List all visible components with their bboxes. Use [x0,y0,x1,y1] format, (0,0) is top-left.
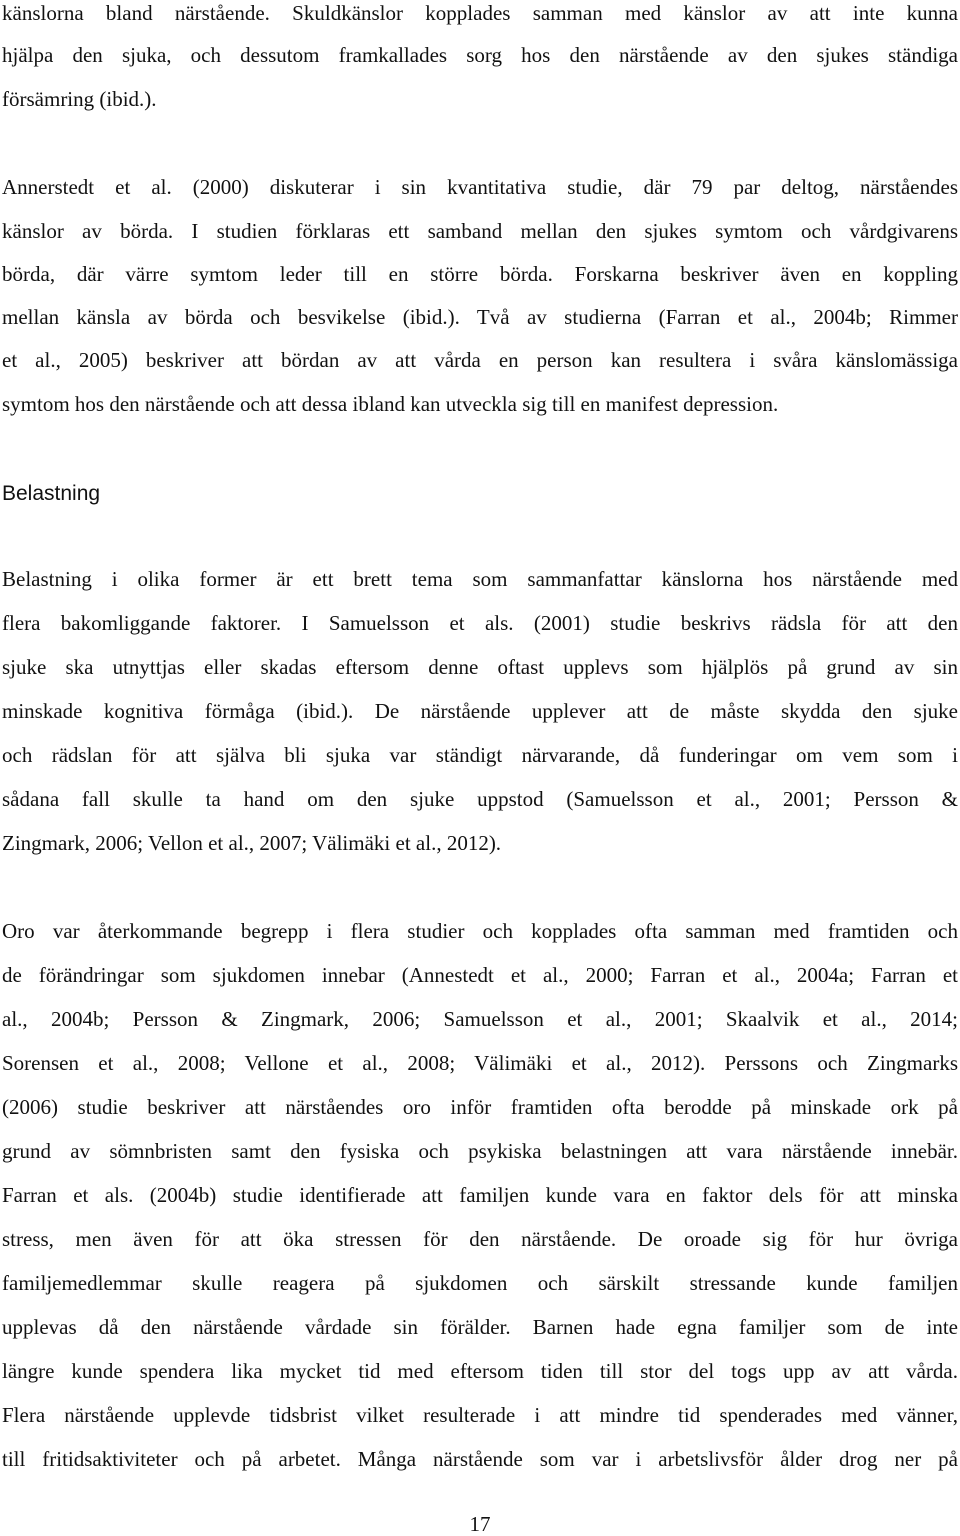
text-line: symtom hos den närstående och att dessa ibland kan utveckla sig till en manifest depression. [2,392,779,416]
text-line: flera bakomliggande faktorer. I Samuelsson et als. (2001) studie beskrivs rädsla för att den [2,611,958,635]
text-line: sådana fall skulle ta hand om den sjuke uppstod (Samuelsson et al., 2001; Persson & [2,787,958,811]
text-line: upplevas då den närstående vårdade sin förälder. Barnen hade egna familjer som de inte [2,1315,958,1339]
text-line: Annerstedt et al. (2000) diskuterar i sin kvantitativa studie, där 79 par deltog, närståendes [2,175,958,199]
text-line: de förändringar som sjukdomen innebar (Annestedt et al., 2000; Farran et al., 2004a; Farran et [2,963,958,987]
text-line: stress, men även för att öka stressen för den närstående. De oroade sig för hur övriga [2,1227,958,1251]
page-number: 17 [469,1512,491,1536]
text-line: försämring (ibid.). [2,87,157,111]
text-line: Sorensen et al., 2008; Vellone et al., 2008; Välimäki et al., 2012). Perssons och Zingmarks [2,1051,958,1075]
text-line: familjemedlemmar skulle reagera på sjukdomen och särskilt stressande kunde familjen [2,1271,958,1295]
text-line: hjälpa den sjuka, och dessutom framkallades sorg hos den närstående av den sjukes ständiga [2,43,958,67]
text-line: et al., 2005) beskriver att bördan av att vårda en person kan resultera i svåra känslomässiga [2,348,958,372]
text-line: börda, där värre symtom leder till en större börda. Forskarna beskriver även en koppling [2,262,958,286]
text-line: känslor av börda. I studien förklaras ett samband mellan den sjukes symtom och vårdgivarens [2,219,958,243]
text-line: mellan känsla av börda och besvikelse (ibid.). Två av studierna (Farran et al., 2004b; Rimmer [2,305,958,329]
text-line: Zingmark, 2006; Vellon et al., 2007; Välimäki et al., 2012). [2,831,502,855]
text-line: känslorna bland närstående. Skuldkänslor kopplades samman med känslor av att inte kunna [2,1,958,25]
text-line: Belastning i olika former är ett brett tema som sammanfattar känslorna hos närstående med [2,567,958,591]
text-line: al., 2004b; Persson & Zingmark, 2006; Samuelsson et al., 2001; Skaalvik et al., 2014; [2,1007,958,1031]
text-line: längre kunde spendera lika mycket tid med eftersom tiden till stor del togs upp av att vårda. [2,1359,958,1383]
text-line: sjuke ska utnyttjas eller skadas eftersom denne oftast upplevs som hjälplös på grund av sin [2,655,958,679]
text-line: minskade kognitiva förmåga (ibid.). De närstående upplever att de måste skydda den sjuke [2,699,958,723]
text-line: till fritidsaktiviteter och på arbetet. Många närstående som var i arbetslivsför ålder drog ner på [2,1447,958,1471]
text-line: Oro var återkommande begrepp i flera studier och kopplades ofta samman med framtiden och [2,919,958,943]
text-line: grund av sömnbristen samt den fysiska och psykiska belastningen att vara närstående innebär. [2,1139,958,1163]
text-line: och rädslan för att själva bli sjuka var ständigt närvarande, då funderingar om vem som i [2,743,958,767]
text-line: Farran et als. (2004b) studie identifierade att familjen kunde vara en faktor dels för att minska [2,1183,958,1207]
text-line: Flera närstående upplevde tidsbrist vilket resulterade i att mindre tid spenderades med vänner, [2,1403,958,1427]
section-heading: Belastning [2,482,101,505]
text-line: (2006) studie beskriver att närståendes oro inför framtiden ofta berodde på minskade ork på [2,1095,958,1119]
